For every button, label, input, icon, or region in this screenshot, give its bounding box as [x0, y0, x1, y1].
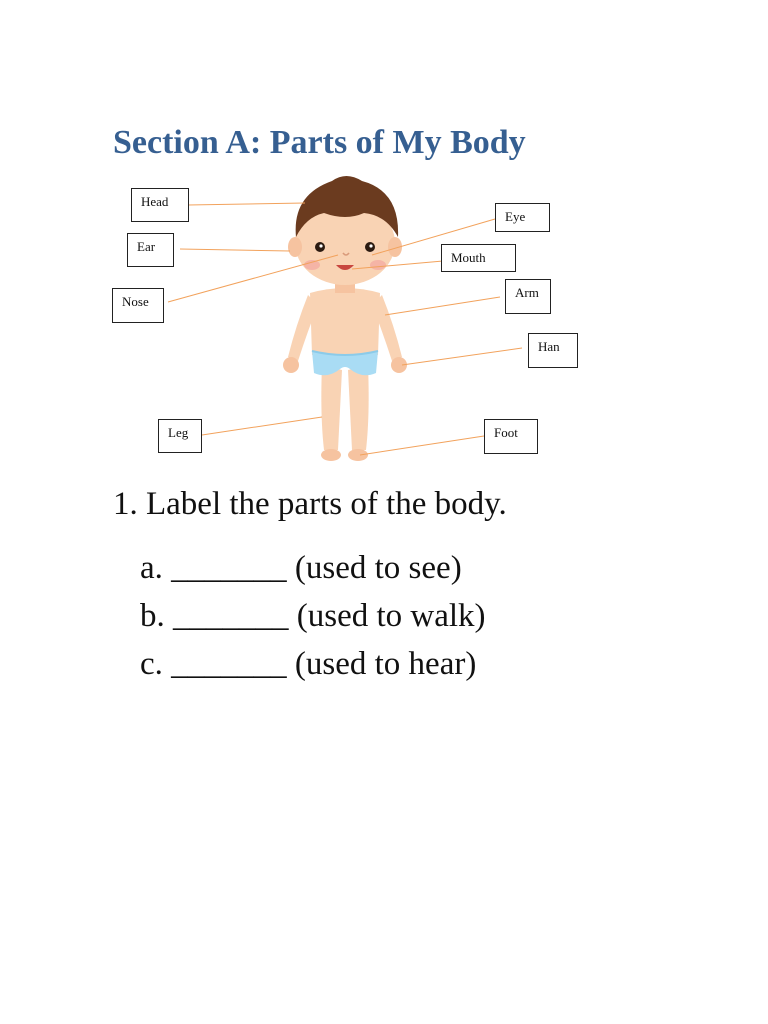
item-marker: a.: [140, 550, 163, 586]
answer-item-c: [140, 644, 486, 692]
item-hint: (used to see): [294, 550, 462, 586]
item-marker: c.: [140, 646, 163, 682]
item-hint: (used to hear): [294, 646, 477, 682]
item-hint: (used to walk): [296, 598, 486, 634]
answer-blank: _______: [171, 646, 287, 682]
answer-list: [140, 548, 486, 692]
label-arm: Arm: [505, 279, 551, 314]
label-foot: Foot: [484, 419, 538, 454]
label-head: Head: [131, 188, 189, 222]
answer-item-b: [140, 596, 486, 644]
label-hand: Han: [528, 333, 578, 368]
body-parts-diagram: [100, 165, 600, 475]
item-marker: b.: [140, 598, 165, 634]
label-mouth: Mouth: [441, 244, 516, 272]
label-eye: Eye: [495, 203, 550, 232]
exercise-question: 1. Label the parts of the body.: [113, 486, 507, 522]
section-title: Section A: Parts of My Body: [113, 124, 526, 161]
child-figure: [283, 176, 407, 461]
answer-item-a: [140, 548, 486, 596]
answer-blank: _______: [173, 598, 289, 634]
answer-blank: _______: [171, 550, 287, 586]
label-nose: Nose: [112, 288, 164, 323]
label-leg: Leg: [158, 419, 202, 453]
label-ear: Ear: [127, 233, 174, 267]
